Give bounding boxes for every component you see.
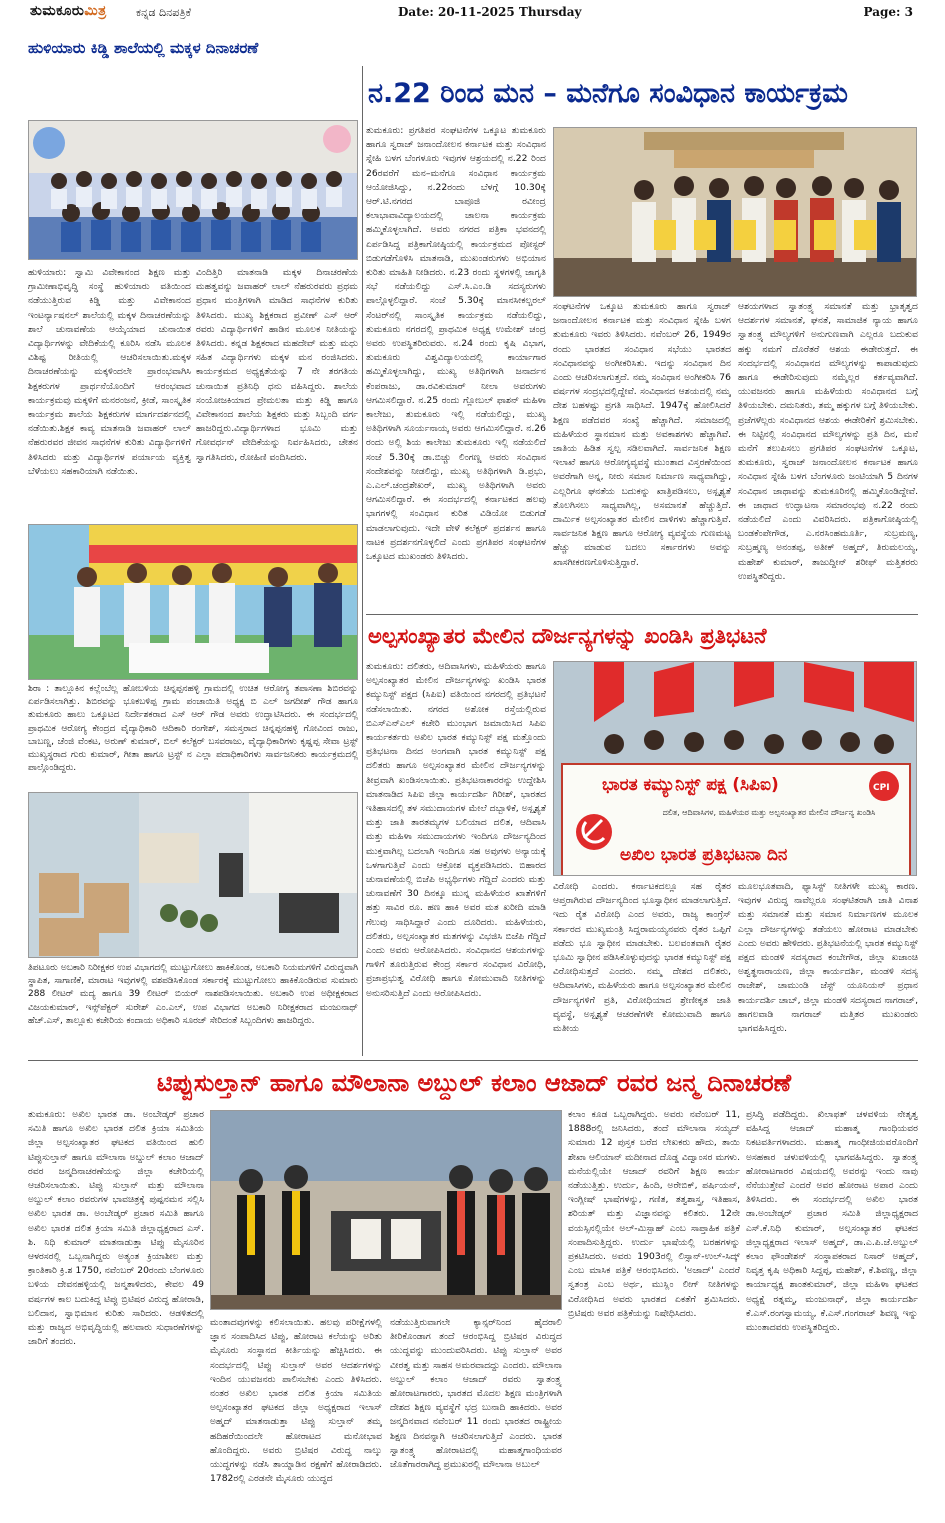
masthead xyxy=(0,0,945,28)
school-headline: ಹುಳಿಯಾರು ಕಿಡ್ಡಿ ಶಾಲೆಯಲ್ಲಿ ಮಕ್ಕಳ ದಿನಾಚರಣೆ xyxy=(28,39,259,57)
health-camp-photo-image xyxy=(29,525,358,680)
constitution-col3 xyxy=(738,300,918,612)
tippu-event-photo xyxy=(210,1110,562,1310)
page-number: Page: 3 xyxy=(863,5,913,19)
protest-photo xyxy=(553,661,917,876)
tippu-col3 xyxy=(390,1316,562,1518)
banner-subtitle: ದಲಿತ, ಆದಿವಾಸಿಗಳ, ಮಹಿಳೆಯರ ಮತ್ತು ಅಲ್ಪಸಂಖ್ಯಾತರ ಮೇಲಿನ ದೌರ್ಜನ್ಯ ಖಂಡಿಸಿ xyxy=(662,808,876,817)
press-meet-photo xyxy=(553,127,917,297)
constitution-text-1: ತುಮಕೂರು: ಪ್ರಗತಿಪರ ಸಂಘಟನೆಗಳ ಒಕ್ಕೂಟ ತುಮಕೂರು ಹಾಗೂ ಸ್ವರಾಜ್ ಜನಾಂದೋಲನ ಕರ್ನಾಟಕ ಮತ್ತು ಸಂವಿಧಾನ ಸ್ನೇಹಿ ಬಳಗ ಬೆಂಗಳೂರು ಇವುಗಳ ಆಶ್ರಯದಲ್ಲಿ ನ.22 ರಿಂದ 26ರವರೆಗೆ ಮನ–ಮನೆಗೂ ಸಂವಿಧಾನ ಕಾರ್ಯಕ್ರಮ ಆಯೋಜಿಸಿದ್ದು, ನ.22ರಂದು ಬೆಳಗ್ಗೆ 10.30ಕ್ಕೆ ಆರ್.ಟಿ.ನಗರದ ಬಾಪೂಜಿ ರವೀಂದ್ರ ಕಲಾಭಾವಾವಿದ್ಯಾಲಯದಲ್ಲಿ ಚಾಲನಾ ಕಾರ್ಯಕ್ರಮ ಹಮ್ಮಿಕೊಳ್ಳಲಾಗಿದೆ. ಅವರು ನಗರದ ಪತ್ರಿಕಾ ಭವನದಲ್ಲಿ ಏರ್ಪಡಿಸಿದ್ದ ಪತ್ರಿಕಾಗೋಷ್ಠಿಯಲ್ಲಿ ಕಾರ್ಯಕ್ರಮದ ಪೋಸ್ಟರ್ ಬಿಡುಗಡೆಗೊಳಿಸಿ ಮಾತನಾಡಿ, ಮುಖಂಡರುಗಳು ಅಭಿಯಾನ ಕುರಿತು ಮಾಹಿತಿ ನೀಡಿದರು. ನ.23 ರಂದು ಸ್ಥಳಗಳಲ್ಲಿ ಜಾಗೃತಿ ಸಭೆ ನಡೆಯಲಿದ್ದು ಎಸ್.ಸಿ.ಎಂ.ಡಿ ಸದಸ್ಯರುಗಳು ಪಾಲ್ಗೊಳ್ಳಲಿದ್ದಾರೆ. ಸಂಜೆ 5.30ಕ್ಕೆ ಮಾನಸೀಕಲ್ಚರಲ್ ಸೆಂಟರ್‌ನಲ್ಲಿ ಸಾಂಸ್ಕೃತಿಕ ಕಾರ್ಯಕ್ರಮ ನಡೆಯಲಿದ್ದು, ತುಮಕೂರು ನಗರದಲ್ಲಿ ಪ್ರಾಥಮಿಕ ಅಧ್ಯಕ್ಷ ಉಮೇಶ್ ಚಂದ್ರ ಅವರು ಉಪಸ್ಥಿತರಿರುವರು. ನ.24 ರಂದು ಕೃಷಿ ವಿಭಾಗ, ತುಮಕೂರು ವಿಶ್ವವಿದ್ಯಾಲಯದಲ್ಲಿ ಕಾರ್ಯಾಗಾರ ಹಮ್ಮಿಕೊಳ್ಳಲಾಗಿದ್ದು, ಮುಖ್ಯ ಅತಿಥಿಗಳಾಗಿ ಜನಾರ್ದನ ಕೆಂಪರಾಜು, ಡಾ.ರವಿಕುಮಾರ್ ನೀಲಾ ಅವರುಗಳು ಆಗಮಿಸಲಿದ್ದಾರೆ. ನ.25 ರಂದು ಗ್ಲೋಬಲ್ ಫಾಶನ್ ಮಹಿಳಾ ಕಾಲೇಜು, ತುಮಕೂರು ಇಲ್ಲಿ ನಡೆಯಲಿದ್ದು, ಮುಖ್ಯ ಅತಿಥಿಗಳಾಗಿ ಸೂರ್ಯನಾಯ್ಕ ಅವರು ಆಗಮಿಸಲಿದ್ದಾರೆ. ನ.26 ರಂದು ಅಲ್ಲಿ ಶಿಯ ಕಾಲೇಜು ತುಮಕೂರು ಇಲ್ಲಿ ನಡೆಯಲಿದೆ ಸಂಜೆ 5.30ಕ್ಕೆ ಡಾ.ಬಿಚ್ಚು ಲಿಂಗಣ್ಣ ಅವರು ಸಂವಿಧಾನ ಸಂದೇಶವನ್ನು ನೀಡಲಿದ್ದು, ಮುಖ್ಯ ಅತಿಥಿಗಳಾಗಿ ಡಿ.ಪ್ರಭು, ಎ.ಎಲ್.ಚಂದ್ರಶೇಖರ್, ಮುಖ್ಯ ಅತಿಥಿಗಳಾಗಿ ಅವರು ಆಗಮಿಸಲಿದ್ದಾರೆ. ಈ ಸಂದರ್ಭದಲ್ಲಿ ಕರ್ನಾಟಕದ ಹಲವು ಭಾಗಗಳಲ್ಲಿ ಸಂವಿಧಾನ ಕುರಿತ ವಿಡಿಯೋ ಬಿಡುಗಡೆ ಮಾಡಲಾಗುವುದು. ಇದೇ ವೇಳೆ ಕಲೆಕ್ಟರ್ ಪ್ರದರ್ಶನ ಹಾಗೂ ನಾಟಕ ಪ್ರದರ್ಶನಗೊಳ್ಳಲಿದೆ ಎಂದು ಪ್ರಗತಿಪರ ಸಂಘಟನೆಗಳ ಒಕ್ಕೂಟದ ಮುಖಂಡರು ತಿಳಿಸಿದರು. xyxy=(366,125,546,563)
health-camp-photo xyxy=(28,524,358,680)
newspaper-subtitle: ಕನ್ನಡ ದಿನಪತ್ರಿಕೆ xyxy=(136,6,192,19)
logo-main: ತುಮಕೂರು xyxy=(30,3,85,19)
column-rule-left xyxy=(362,66,363,1056)
protest-text-1: ತುಮಕೂರು: ದಲಿತರು, ಆದಿವಾಸಿಗಳು, ಮಹಿಳೆಯರು ಹಾಗೂ ಅಲ್ಪಸಂಖ್ಯಾತರ ಮೇಲಿನ ದೌರ್ಜನ್ಯಗಳನ್ನು ಖಂಡಿಸಿ ಭಾರತ ಕಮ್ಯುನಿಸ್ಟ್ ಪಕ್ಷದ (ಸಿಪಿಐ) ವತಿಯಿಂದ ನಗರದಲ್ಲಿ ಪ್ರತಿಭಟನೆ ನಡೆಸಲಾಯಿತು. ನಗರದ ಅಶೋಕ ರಸ್ತೆಯಲ್ಲಿರುವ ಬಿಎಸ್‌ಎನ್‌ಎಲ್ ಕಚೇರಿ ಮುಂಭಾಗ ಜಮಾಯಿಸಿದ ಸಿಪಿಐ ಕಾರ್ಯಕರ್ತರು ಅಖಿಲ ಭಾರತ ಕಮ್ಯುನಿಸ್ಟ್ ಪಕ್ಷ ಮತ್ತೊಂದು ಪ್ರತಿಭಟನಾ ದಿನದ ಅಂಗವಾಗಿ ಭಾರತ ಕಮ್ಯುನಿಸ್ಟ್ ಪಕ್ಷ ದಲಿತರು ಹಾಗೂ ಅಲ್ಪಸಂಖ್ಯಾತರ ಮೇಲಿನ ದೌರ್ಜನ್ಯಗಳನ್ನು ತೀವ್ರವಾಗಿ ಖಂಡಿಸಲಾಯಿತು. ಪ್ರತಿಭಟನಾಕಾರರನ್ನು ಉದ್ದೇಶಿಸಿ ಮಾತನಾಡಿದ ಸಿಪಿಐ ಜಿಲ್ಲಾ ಕಾರ್ಯದರ್ಶಿ ಗಿರೀಶ್, ಭಾರತದ ಇತಿಹಾಸದಲ್ಲಿ ತಳ ಸಮುದಾಯಗಳ ಮೇಲೆ ದಬ್ಬಾಳಿಕೆ, ಅಸ್ಪೃಶ್ಯತೆ ಮತ್ತು ಜಾತಿ ತಾರತಮ್ಯಗಳ ಬಲಿಯಾದ ದಲಿತ, ಆದಿವಾಸಿ ಮತ್ತು ಮಹಿಳಾ ಸಮುದಾಯಗಳು ಇಂದಿಗೂ ದೌರ್ಜನ್ಯದಿಂದ ಮುಕ್ತವಾಗಿಲ್ಲ ಬದಲಾಗಿ ಇಂದಿಗೂ ಸಹ ಅವುಗಳು ಅನ್ಯಾಯಕ್ಕೆ ಒಳಗಾಗುತ್ತಿವೆ ಎಂದು ಆಕ್ರೋಶ ವ್ಯಕ್ತಪಡಿಸಿದರು. ಬಿಹಾರದ ಚುನಾವಣೆಯಲ್ಲಿ ಬಿಜೆಪಿ ಅಭ್ಯರ್ಥಿಗಳು ಗೆದ್ದಿದೆ ಎಂದರು ಮತ್ತು ಚುನಾವಣೆಗೆ 30 ದಿನಕ್ಕೂ ಮುನ್ನ ಮಹಿಳೆಯರ ಖಾತೆಗಳಿಗೆ ಹತ್ತು ಸಾವಿರ ರೂ. ಹಣ ಹಾಕಿ ಅವರ ಮತ ಖರೀದಿ ಮಾಡಿ ಗೆಲುವು ಸಾಧಿಸಿದ್ದಾರೆ ಎಂದು ದೂರಿದರು. ಮಹಿಳೆಯರು, ದಲಿತರು, ಅಲ್ಪಸಂಖ್ಯಾತರ ಮತಗಳನ್ನು ವಿಭಜಿಸಿ ಬಿಜೆಪಿ ಗೆದ್ದಿದೆ ಎಂದು ಅವರು ಆರೋಪಿಸಿದರು. ಸಂವಿಧಾನದ ಆಶಯಗಳನ್ನು ಗಾಳಿಗೆ ತೂರುತ್ತಿರುವ ಕೇಂದ್ರ ಸರ್ಕಾರ ಸಂವಿಧಾನ ವಿರೋಧಿ, ಪ್ರಜಾಪ್ರಭುತ್ವ ವಿರೋಧಿ ಹಾಗೂ ಕೋಮುವಾದಿ ನೀತಿಗಳನ್ನು ಅನುಸರಿಸುತ್ತಿದೆ ಎಂದು ಆರೋಪಿಸಿದರು. xyxy=(366,661,546,999)
hammer-sickle-icon xyxy=(576,814,612,850)
logo-accent: ಮಿತ್ರ xyxy=(84,3,107,19)
protest-col1 xyxy=(366,660,546,1056)
children-photo-image xyxy=(29,121,358,260)
school-text-1: ಹುಳಿಯಾರು: ಸ್ವಾಮಿ ವಿವೇಕಾನಂದ ಶಿಕ್ಷಣ ಮತ್ತು ಗ್ರಾಮೀಣಾಭಿವೃದ್ಧಿ ಸಂಸ್ಥೆ ಹುಳಿಯಾರು ವತಿಯಿಂದ ನಡೆಯುತ್ತಿರುವ ಕಿಡ್ಡಿ ಮತ್ತು ವಿವೇಕಾನಂದ ಇಂಟರ್ನ್ಯಾಷನಲ್ ಶಾಲೆಯಲ್ಲಿ ಮಕ್ಕಳ ದಿನಾಚರಣೆಯನ್ನು ಶಾಲೆ ಚುನಾವಣೆಯ ಆಯ್ಕೆಯಾದ ಚುನಾಯಿತ ವಿದ್ಯಾರ್ಥಿಗಳನ್ನು ವೇದಿಕೆಯಲ್ಲಿ ಕೂರಿಸಿ ನಡೆಸಿ ಮೂಲಕ ವಿಶಿಷ್ಟ ರೀತಿಯಲ್ಲಿ ಆಚರಿಸಲಾಯಿತು.ಮಕ್ಕಳ ದಿನಾಚರಣೆಯನ್ನು ಮಕ್ಕಳಿಂದಲೇ ಪ್ರಾರಂಭವಾಗಿಸಿ ಶಿಕ್ಷಕರುಗಳ ಪ್ರಾರ್ಥನೆಯೊಂದಿಗೆ ಆರಂಭವಾದ ಕಾರ್ಯಕ್ರಮವು ಮಕ್ಕಳಿಗೆ ಮನರಂಜನೆ, ಕ್ರೀಡೆ, ಸಾಂಸ್ಕೃತಿಕ ಕಾರ್ಯಕ್ರಮ ಶಾಲೆಯ ಶಿಕ್ಷಕರುಗಳ ಮಾರ್ಗದರ್ಶನದಲ್ಲಿ ನಡೆಯಿತು.ಶಿಕ್ಷಕ ಕಾವ್ಯ ಮಾತನಾಡಿ ಜವಾಹರ್ ಲಾಲ್ ನೆಹರುರವರ ಜೀವನ ಸಾಧನೆಗಳ ಕುರಿತು ವಿದ್ಯಾರ್ಥಿಗಳಿಗೆ ತಿಳಿಸಿದರು ಮತ್ತು ವಿದ್ಯಾರ್ಥಿಗಳ ಪರ್ಯಾಯ ವ್ಯಕ್ತಿತ್ವ ಬೆಳೆಯಲು ಸಹಕಾರಿಯಾಗಿ ನಡೆಯಿತು. xyxy=(28,267,191,477)
constitution-text-2: ಸಂಘಟನೆಗಳ ಒಕ್ಕೂಟ ತುಮಕೂರು ಹಾಗೂ ಸ್ವರಾಜ್ ಜನಾಂದೋಲನ ಕರ್ನಾಟಕ ಮತ್ತು ಸಂವಿಧಾನ ಸ್ನೇಹಿ ಬಳಗ ತುಮಕೂರು ಇವರು ತಿಳಿಸಿದರು. ನವೆಂಬರ್ 26, 1949ರ ರಂದು ಭಾರತದ ಸಂವಿಧಾನ ಸಭೆಯು ಭಾರತದ ಸಂವಿಧಾನವನ್ನು ಅಂಗೀಕರಿಸಿತು. ಇದನ್ನು ಸಂವಿಧಾನ ದಿನ ಎಂದು ಆಚರಿಸಲಾಗುತ್ತದೆ. ನಮ್ಮ ಸಂವಿಧಾನ ಅಂಗೀಕರಿಸಿ 76 ವರ್ಷಗಳ ಸಂದ್ರಭದಲ್ಲಿದ್ದೇವೆ. ಸಂವಿಧಾನದ ಆಶಯದಲ್ಲಿ ನಮ್ಮ ದೇಶ ಬಹಳಷ್ಟು ಪ್ರಗತಿ ಸಾಧಿಸಿದೆ. 1947ಕ್ಕೆ ಹೋಲಿಸಿದರೆ ಶಿಕ್ಷಣ ಪಡೆದವರ ಸಂಖ್ಯೆ ಹೆಚ್ಚಾಗಿದೆ. ಸಮಾಜದಲ್ಲಿ ಮಹಿಳೆಯರ ಸ್ಥಾನಮಾನ ಮತ್ತು ಅವಕಾಶಗಳು ಹೆಚ್ಚಾಗಿವೆ. ಜಾತಿಯ ಹಿಡಿತ ಸ್ವಲ್ಪ ಸಡಿಲವಾಗಿದೆ. ಸಾರ್ವಜನಿಕ ಶಿಕ್ಷಣ ಇಲಾಖೆ ಹಾಗೂ ಆರೋಗ್ಯವ್ಯವಸ್ಥೆ ಮುಂತಾದ ವಿಸ್ತರಣೆಯಿಂದ ಅವರೆಗಾಗಿ ಅನ್ನ, ನೀರು ಸಮಾನ ನಿರ್ಮಾಣ ಸಾಧ್ಯವಾಗಿದ್ದು, ಎಲ್ಲರಿಗೂ ಘನತೆಯ ಬದುಕನ್ನು ಖಾತ್ರಿಪಡಿಸಲು, ಅಸ್ಪೃಶ್ಯತೆ ತೊಲಗಿಸಲು ಸಾಧ್ಯವಾಗಿಲ್ಲ, ಅಸಮಾನತೆ ಹೆಚ್ಚುತ್ತಿದೆ. ದಾರ್ಮಿಕ ಅಲ್ಪಸಂಖ್ಯಾತರ ಮೇಲಿನ ದಾಳಿಗಳು ಹೆಚ್ಚಾಗುತ್ತಿವೆ. ಸಾರ್ವಜನಿಕ ಶಿಕ್ಷಣ ಹಾಗೂ ಆರೋಗ್ಯ ವ್ಯವಸ್ಥೆಯ ಗುಣಮಟ್ಟ ಹೆಚ್ಚು ಮಾಡುವ ಬದಲು ಸರ್ಕಾರಗಳು ಅವನ್ನು ಖಾಸಗೀಕರಣಗೊಳಿಸುತ್ತಿದ್ದಾರೆ. xyxy=(553,301,731,568)
constitution-text-3: ಆಶಯಗಳಾದ ಸ್ವಾತಂತ್ರ್ಯ ಸಮಾನತೆ ಮತ್ತು ಭ್ರಾತೃತ್ವದ ಆದರ್ಶಗಳ ಸಮಾನತೆ, ಘನತೆ, ಸಾಮಾಜಿಕ ನ್ಯಾಯ ಹಾಗೂ ಸ್ವಾತಂತ್ರ್ಯ ಮೌಲ್ಯಗಳಿಗೆ ಅನುಗುಣವಾಗಿ ಎಲ್ಲರೂ ಬದುಕುವ ಹಕ್ಕು ನಮಗೆ ದೊರೆತರೆ ಆಶಯ ಈಡೇರುತ್ತದೆ. ಈ ಸಂದರ್ಭದಲ್ಲಿ ಸಂವಿಧಾನದ ಮೌಲ್ಯಗಳನ್ನು ಕಾಪಾಡುವುದು ಹಾಗೂ ಈಡೇರಿಸುವುದು ನಮ್ಮೆಲ್ಲರ ಕರ್ತವ್ಯವಾಗಿದೆ. ಯುವಜನರು ಹಾಗೂ ಮಹಿಳೆಯರು ಸಂವಿಧಾನದ ಬಗ್ಗೆ ತಿಳಿಯಬೇಕು. ದಮನಿತರು, ತಮ್ಮ ಹಕ್ಕುಗಳ ಬಗ್ಗೆ ತಿಳಿಯಬೇಕು. ಪ್ರಜೆಗಳೆಲ್ಲರು ಸಂವಿಧಾನದ ಆಶಯ ಈಡೇರಿಕೆಗೆ ಶ್ರಮಿಸಬೇಕು. ಈ ನಿಟ್ಟಿನಲ್ಲಿ ಸಂವಿಧಾನದ ಮೌಲ್ಯಗಳನ್ನು ಪ್ರತಿ ದಿನ, ಮನೆ ಮನೆಗೆ ತಲುಪಿಸಲು ಪ್ರಗತಿಪರ ಸಂಘಟನೆಗಳ ಒಕ್ಕೂಟ, ತುಮಕೂರು, ಸ್ವರಾಜ್ ಜನಾಂದೋಲನ ಕರ್ನಾಟಕ ಹಾಗೂ ಸಂವಿಧಾನ ಸ್ನೇಹಿ ಬಳಗ ಬೆಂಗಳೂರು ಜಂಟಿಯಾಗಿ 5 ದಿನಗಳ ಸಂವಿಧಾನ ಜಾಥಾವನ್ನು ತುಮಕೂರಿನಲ್ಲಿ ಹಮ್ಮಿಕೊಂಡಿದ್ದೇವೆ. ಈ ಜಾಥಾದ ಉದ್ಘಾಟನಾ ಸಮಾರಂಭವು ನ.22 ರಂದು ನಡೆಯಲಿದೆ ಎಂದು ವಿವರಿಸಿದರು. ಪತ್ರಿಕಾಗೋಷ್ಠಿಯಲ್ಲಿ ಬಂಡಕೆಂಪೇಗೌಡ, ಎ.ನರಸಿಂಹಮೂರ್ತಿ, ಸುಬ್ರಮಣ್ಯ, ಸುಬ್ರಹ್ಮಣ್ಯ ಅನಂತಪ್ಪ, ಅತೀಕ್ ಅಹ್ಮದ್, ತಿರುಮಲಯ್ಯ, ಮಹೇಶ್ ಕುಮಾರ್, ತಾಜುದ್ದೀನ್ ಶರೀಫ್ ಮತ್ತಿತರರು ಉಪಸ್ಥಿತರಿದ್ದರು. xyxy=(738,301,918,582)
protest-col2 xyxy=(553,880,731,1056)
protest-headline: ಅಲ್ಪಸಂಖ್ಯಾತರ ಮೇಲಿನ ದೌರ್ಜನ್ಯಗಳನ್ನು ಖಂಡಿಸಿ ಪ್ರತಿಭಟನೆ xyxy=(368,624,767,648)
tippu-text-3: ನಡೆಯುತ್ತಿರುವಾಗಲೇ ಕ್ಯಾನ್ಸರ್‌ನಿಂದ ಹೈದರಾಲಿ ತೀರಿಕೊಂಡಾಗ ತಂದೆ ಆರಂಭಿಸಿದ್ದ ಬ್ರಿಟಿಷರ ವಿರುದ್ಧದ ಯುದ್ಧವನ್ನು ಮುಂದುವರಿಸಿದರು. ಟಿಪ್ಪು ಸುಲ್ತಾನ್ ಅವರ ವೀರತ್ವ ಮತ್ತು ಸಾಹಸ ಅಮರವಾದದ್ದು ಎಂದರು. ಮೌಲಾನಾ ಅಬ್ದುಲ್ ಕಲಾಂ ಆಜಾದ್ ರವರು ಸ್ವಾತಂತ್ರ್ಯ ಹೋರಾಟಗಾರರು, ಭಾರತದ ಮೊದಲ ಶಿಕ್ಷಣ ಮಂತ್ರಿಗಳಾಗಿ ದೇಶದ ಶಿಕ್ಷಣ ವ್ಯವಸ್ಥೆಗೆ ಭದ್ರ ಬುನಾದಿ ಹಾಕಿದರು. ಅವರ ಜನ್ಮದಿನವಾದ ನವೆಂಬರ್ 11 ರಂದು ಭಾರತದ ರಾಷ್ಟ್ರೀಯ ಶಿಕ್ಷಣ ದಿನವನ್ನಾಗಿ ಆಚರಿಸಲಾಗುತ್ತಿದೆ ಎಂದರು. ಭಾರತ ಸ್ವಾತಂತ್ರ್ಯ ಹೋರಾಟದಲ್ಲಿ ಮಹಾತ್ಮಗಾಂಧಿಯವರ ಜೊತೆಗಾರರಾಗಿದ್ದ ಪ್ರಮುಖರಲ್ಲಿ ಮೌಲಾನಾ ಅಬುಲ್ xyxy=(390,1317,562,1471)
tippu-col1 xyxy=(28,1108,204,1518)
protest-text-3: ಮೂಲಭೂತವಾದಿ, ಫ್ಯಾಸಿಸ್ಟ್ ನೀತಿಗಳೇ ಮುಖ್ಯ ಕಾರಣ. ಇವುಗಳ ವಿರುದ್ಧ ನಾವೆಲ್ಲರೂ ಸಂಘಟಿತರಾಗಿ ಜಾತಿ ವಿನಾಶ ಮತ್ತು ಸಮಾನತೆ ಮತ್ತು ಸಮಾನ ನಿರ್ಮಾಣಗಳ ಮೂಲಕ ಎಲ್ಲಾ ದೌರ್ಜನ್ಯಗಳನ್ನು ತಡೆಯಲು ಹೋರಾಟ ಮಾಡಬೇಕು ಎಂದು ಅವರು ಹೇಳಿದರು. ಪ್ರತಿಭಟನೆಯಲ್ಲಿ ಭಾರತ ಕಮ್ಯುನಿಸ್ಟ್ ಪಕ್ಷದ ಮಂಡಳಿ ಸದಸ್ಯರಾದ ಕಂಬೇಗೌಡ, ಜಿಲ್ಲಾ ಖಜಾಂಚಿ ಅಶ್ವತ್ಥನಾರಾಯಣ, ಜಿಲ್ಲಾ ಕಾರ್ಯದರ್ಶಿ, ಮಂಡಳಿ ಸದಸ್ಯ ರಾಜೇಶ್, ಚಾಮುಂಡಿ ಜೆಸ್ಟ್ ಯೂನಿಯನ್ ಪ್ರಧಾನ ಕಾರ್ಯದರ್ಶಿ ಚಾಬ್, ಜಿಲ್ಲಾ ಮಂಡಳಿ ಸದಸ್ಯರಾದ ನಾಗರಾಜ್, ಹಾಗಲವಾಡಿ ನಾಗರಾಜ್ ಮತ್ತಿತರ ಮುಖಂಡರು ಭಾಗವಹಿಸಿದ್ದರು. xyxy=(738,881,918,1035)
rule-above-tippu xyxy=(28,1060,918,1061)
tippu-col5 xyxy=(746,1108,918,1518)
excise-caption: ತಿಪಟೂರು ಅಬಕಾರಿ ನಿರೀಕ್ಷಕರ ಉಪ ವಿಭಾಗದಲ್ಲಿ ಮುಟ್ಟುಗೋಲು ಹಾಕಿಕೊಂಡ, ಅಬಕಾರಿ ನಿಯಮಗಳಿಗೆ ವಿರುದ್ಧವಾಗಿ ಸ್ಥಾಪಿತ, ಸಾಗಾಣಿಕೆ, ಮಾರಾಟ ಇವುಗಳಲ್ಲಿ ವಶಪಡಿಸಿಕೊಂಡ ಸರ್ಕಾರಕ್ಕೆ ಮುಟ್ಟುಗೋಲು ಹಾಕಿಕೊಂಡಿರುವ ಸುಮಾರು 288 ಲೀಟರ್ ಮದ್ಯ ಹಾಗೂ 39 ಲೀಟರ್ ಬಿಯರ್ ನಾಶಪಡಿಸಲಾಯಿತು. ಅಬಕಾರಿ ಉಪ ಅಧೀಕ್ಷಕರಾದ ವಿಜಯಕುಮಾರ್, ಇನ್ಸ್‌ಪೆಕ್ಟರ್ ಸುರೇಶ್ ಎಂ.ಎಲ್, ಉಪ ವಿಭಾಗದ ಅಬಕಾರಿ ನಿರೀಕ್ಷಕರಾದ ಮಂಜುನಾಥ್ ಹೆಚ್.ಎಸ್, ತಾಲ್ಲೂಕು ಕಚೇರಿಯ ಕಂದಾಯ ಅಧಿಕಾರಿ ಸೂರಜ್ ಸೇರಿದಂತೆ ಸಿಬ್ಬಂದಿಗಳು ಹಾಜರಿದ್ದರು. xyxy=(28,963,358,1026)
tippu-event-photo-image xyxy=(211,1111,562,1310)
banner-logo-text: CPI xyxy=(873,783,890,793)
excise-photo-image xyxy=(29,793,358,958)
health-camp-caption: ಶಿರಾ : ತಾಲ್ಲೂಕಿನ ಕಲ್ಲೆಂಬೆಲ್ಲ ಹೋಬಳಿಯ ಚಿನ್ನಪ್ಪನಹಳ್ಳಿ ಗ್ರಾಮದಲ್ಲಿ ಉಚಿತ ಆರೋಗ್ಯ ತಪಾಸಣಾ ಶಿಬಿರವನ್ನು ಏರ್ಪಡಿಸಲಾಗಿತ್ತು. ಶಿಬಿರವನ್ನು ಭೂಕಬಳಿಪ್ಪ ಗ್ರಾಮ ಪಂಚಾಯಿತಿ ಅಧ್ಯಕ್ಷ ಬಿ ಎಲ್ ಜಗದೀಶ್ ಗೌಡ ಹಾಗೂ ತುಮಕೂರು ಹಾಲು ಒಕ್ಕೂಟದ ನಿರ್ದೇಶಕರಾದ ಎಸ್ ಆರ್ ಗೌಡ ಅವರು ಉದ್ಘಾಟಿಸಿದರು. ಈ ಸಂದರ್ಭದಲ್ಲಿ ಪ್ರಾಥಮಿಕ ಆರೋಗ್ಯ ಕೇಂದ್ರದ ವೈದ್ಯಾಧಿಕಾರಿ ಆದಿಕಾರಿ ರಂಗೇಶ್, ಸಮಸ್ತರಾದ ಚಿನ್ನಪ್ಪನಹಳ್ಳಿ ಗೋವಿಂದ ರಾಜು, ಬಾಬಣ್ಣ, ಚೆಂಜಿ ವೆಂಕಟ, ಅರುಣ್ ಕುಮಾರ್, ಬಿಲ್ ಕಲೆಕ್ಟರ್ ಬಸವರಾಜು, ವೈದ್ಯಾಧಿಕಾರಿಗಳು ಕೃಷ್ಣಪ್ಪ ಸೇವಾ ಟ್ರಸ್ಟ್ ಮುಖ್ಯಸ್ಥರಾದ ಗುರು ಕುಮಾರ್, ಗೀತಾ ಹಾಗೂ ಟ್ರಸ್ಟ್ ನ ಎಲ್ಲಾ ಪದಾಧಿಕಾರಿಗಳು ಸಾರ್ವಜನಿಕರು ಕಾರ್ಯಕ್ರಮದಲ್ಲಿ ಪಾಲ್ಗೊಂಡಿದ್ದರು. xyxy=(28,684,358,774)
banner-title: ಭಾರತ ಕಮ್ಯುನಿಸ್ಟ್ ಪಕ್ಷ (ಸಿಪಿಐ) xyxy=(602,775,779,795)
children-photo xyxy=(28,120,358,260)
school-text-2: ವಿಂದಿತ್ತಿರಿ ಮಾತನಾಡಿ ಮಕ್ಕಳ ದಿನಾಚರಣೆಯ ಮಹತ್ವವನ್ನು ಜವಾಹರ್ ಲಾಲ್ ನೆಹರುರವರು ಪ್ರಥಮ ಪ್ರಧಾನ ಮಂತ್ರಿಗಳಾಗಿ ಮಾಡಿದ ಸಾಧನೆಗಳ ಕುರಿತು ತಿಳಿಸಿದರು. ಮುಖ್ಯ ಶಿಕ್ಷಕರಾದ ಪ್ರವೀಣ್ ಎಸ್ ಆರ್ ರವರು ವಿದ್ಯಾರ್ಥಿಗಳಿಗೆ ಹಾಡಿನ ಮೂಲಕ ನೀತಿಯನ್ನು ತಿಳಿಸಿದರು. ಕನ್ನಡ ಶಿಕ್ಷಕರಾದ ಮಹದೇವ್ ಮತ್ತು ಮಧು ಸಹಿತ ವಿದ್ಯಾರ್ಥಿಗಳು ಮಕ್ಕಳ ಮನ ರಂಜಿಸಿದರು. ಕಾರ್ಯಕ್ರಮದ ಅಧ್ಯಕ್ಷತೆಯನ್ನು 7 ನೇ ತರಗತಿಯ ಚುನಾಯಿತ ಪ್ರತಿನಿಧಿ ಧನು ವಹಿಸಿದ್ದರು. ಶಾಲೆಯ ಸಂಯೋಜಕಿಯಾದ ಪ್ರೇಮಲತಾ ಮತ್ತು ಕಿಡ್ಡಿ ಹಾಗೂ ವಿವೇಕಾನಂದ ಶಾಲೆಯ ಶಿಕ್ಷಕರು ಮತ್ತು ಸಿಬ್ಬಂದಿ ವರ್ಗ ಹಾಜರಿದ್ದರು.ವಿದ್ಯಾರ್ಥಿಗಳಾದ ಭೂಮಿ ಮತ್ತು ಗೋವರ್ಧನ್ ವೇದಿಕೆಯನ್ನು ನಿರ್ವಹಿಸಿದರು, ಚೇತನ ಸ್ವಾಗತಿಸಿದರು, ರೋಹಿಣಿ ವಂದಿಸಿದರು. xyxy=(196,267,358,463)
tippu-col4 xyxy=(568,1108,740,1518)
tippu-text-2: ಮಂತಾದವುಗಳನ್ನು ಕಲಿಸಲಾಯಿತು. ಹಲವು ಪರೀಕ್ಷೆಗಳಲ್ಲಿ ಜ್ಞಾನ ಸಂಪಾದಿಸಿದ ಟಿಪ್ಪು, ಹೋರಾಟ ಕಲೆಯನ್ನು ಅರಿತು ಮೈಸೂರು ಸಂಸ್ಥಾನದ ಕೀರ್ತಿಯನ್ನು ಹೆಚ್ಚಿಸಿದರು. ಈ ಸಂದರ್ಭದಲ್ಲಿ ಟಿಪ್ಪು ಸುಲ್ತಾನ್ ಅವರ ಆದರ್ಶಗಳನ್ನು ಇಂದಿನ ಯುವಜನರು ಪಾಲಿಸಬೇಕು ಎಂದು ತಿಳಿಸಿದರು. ನಂತರ ಅಖಿಲ ಭಾರತ ದಲಿತ ಕ್ರಿಯಾ ಸಮಿತಿಯ ಅಲ್ಪಸಂಖ್ಯಾತರ ಘಟಕದ ಜಿಲ್ಲಾ ಅಧ್ಯಕ್ಷರಾದ ಇಲಾಸ್ ಅಹ್ಮದ್ ಮಾತನಾಡುತ್ತಾ ಟಿಪ್ಪು ಸುಲ್ತಾನ್ ತಮ್ಮ ಹದಿಹರೆಯಿಂದಲೇ ಹೋರಾಟದ ಮನೋಭಾವ ಹೊಂದಿದ್ದರು. ಅವರು ಬ್ರಿಟಿಷರ ವಿರುದ್ಧ ನಾಲ್ಕು ಯುದ್ಧಗಳನ್ನು ನಡೆಸಿ ತಾಯ್ನಾಡಿನ ರಕ್ಷಣೆಗೆ ಹೋರಾಡಿದರು. 1782ರಲ್ಲಿ ಎರಡನೇ ಮೈಸೂರು ಯುದ್ಧದ xyxy=(210,1317,382,1485)
banner-footer: ಅಖಿಲ ಭಾರತ ಪ್ರತಿಭಟನಾ ದಿನ xyxy=(620,845,788,865)
protest-text-2: ವಿರೋಧಿ ಎಂದರು. ಕರ್ನಾಟಕದಲ್ಲೂ ಸಹ ರೈತರ ಆಪ್ತರಾಗಿರುವ ದೌರ್ಜನ್ಯದಿಂದ ಭೂಸ್ವಾಧೀನ ಮಾಡಲಾಗುತ್ತಿದೆ. ಇದು ರೈತ ವಿರೋಧಿ ಎಂದ ಅವರು, ರಾಜ್ಯ ಕಾಂಗ್ರೆಸ್ ಸರ್ಕಾರದ ಮುಖ್ಯಮಂತ್ರಿ ಸಿದ್ದರಾಮಯ್ಯನವರು ರೈತರ ಒಪ್ಪಿಗೆ ಪಡೆದು ಭೂ ಸ್ವಾಧೀನ ಮಾಡಬೇಕು. ಬಲವಂತವಾಗಿ ರೈತರ ಭೂಮಿ ಸ್ವಾಧೀನ ಪಡಿಸಿಕೊಳ್ಳುವುದನ್ನು ಭಾರತ ಕಮ್ಯುನಿಸ್ಟ್ ಪಕ್ಷ ವಿರೋಧಿಸುತ್ತದೆ ಎಂದರು. ನಮ್ಮ ದೇಶದ ದಲಿತರು, ಆದಿವಾಸಿಗಳು, ಮಹಿಳೆಯರು ಹಾಗೂ ಅಲ್ಪಸಂಖ್ಯಾತರ ಮೇಲಿನ ದೌರ್ಜನ್ಯಗಳಿಗೆ ಪ್ರತಿ, ವಿರೋಧಿಯಾದ ಶ್ರೇಣೀಕೃತ ಜಾತಿ ವ್ಯವಸ್ಥೆ, ಅಸ್ಪೃಶ್ಯತೆ ಆಚರಣೆಗಳೇ ಕೋಮುವಾದಿ ಹಾಗೂ ಮತೀಯ xyxy=(553,881,731,1035)
constitution-headline: ನ.22 ರಿಂದ ಮನ – ಮನೆಗೂ ಸಂವಿಧಾನ ಕಾರ್ಯಕ್ರಮ xyxy=(368,78,848,109)
issue-date: Date: 20-11-2025 Thursday xyxy=(398,5,582,19)
tippu-text-1: ತುಮಕೂರು: ಅಖಿಲ ಭಾರತ ಡಾ. ಅಂಬೇಡ್ಕರ್ ಪ್ರಚಾರ ಸಮಿತಿ ಹಾಗೂ ಅಖಿಲ ಭಾರತ ದಲಿತ ಕ್ರಿಯಾ ಸಮಿತಿಯ ಜಿಲ್ಲಾ ಅಲ್ಪಸಂಖ್ಯಾತರ ಘಟಕದ ವತಿಯಿಂದ ಹುಲಿ ಟಿಪ್ಪುಸುಲ್ತಾನ್ ಹಾಗೂ ಮೌಲಾನಾ ಅಬ್ದುಲ್ ಕಲಾಂ ಆಜಾದ್ ರವರ ಜನ್ಮದಿನಾಚರಣೆಯನ್ನು ಜಿಲ್ಲಾ ಕಚೇರಿಯಲ್ಲಿ ಆಚರಿಸಲಾಯಿತು. ಟಿಪ್ಪು ಸುಲ್ತಾನ್ ಮತ್ತು ಮೌಲಾನಾ ಅಬ್ದುಲ್ ಕಲಾಂ ರವರುಗಳ ಭಾವಚಿತ್ರಕ್ಕೆ ಪುಷ್ಪನಮನ ಸಲ್ಲಿಸಿ ಅಖಿಲ ಭಾರತ ಡಾ. ಅಂಬೇಡ್ಕರ್ ಪ್ರಚಾರ ಸಮಿತಿ ಹಾಗೂ ಅಖಿಲ ಭಾರತ ದಲಿತ ಕ್ರಿಯಾ ಸಮಿತಿ ಜಿಲ್ಲಾಧ್ಯಕ್ಷರಾದ ಎಸ್. ಶಿ. ನಿಧಿ ಕುಮಾರ್ ಮಾತನಾಡುತ್ತಾ ಟಿಪ್ಪು ಮೈಸೂರಿನ ಆಳರಸರಲ್ಲಿ ಒಬ್ಬನಾಗಿದ್ದರು ಅತ್ಯಂತ ಕ್ರಿಯಾಶೀಲ ಮತ್ತು ಕ್ರಾಂತಿಕಾರಿ ಕ್ರಿ.ಶ 1750, ನವೆಂಬರ್ 20ರಂದು ಬೆಂಗಳೂರು ಬಳಿಯ ದೇವನಹಳ್ಳಿಯಲ್ಲಿ ಜನ್ಮತಾಳಿದರು, ಕೇವಲ 49 ವರ್ಷಗಳ ಕಾಲ ಬದುಕಿದ್ದ ಟಿಪ್ಪು ಬ್ರಿಟಿಷರ ವಿರುದ್ಧ ಹೋರಾಡಿ, ಬಲಿದಾನ, ಸ್ವಾಭಿಮಾನ ಕುರಿತು ಸಾರಿದರು. ಆಡಳಿತದಲ್ಲಿ ಮತ್ತು ರಾಜ್ಯದ ಅಭಿವೃದ್ಧಿಯಲ್ಲಿ ಹಲವಾರು ಸುಧಾರಣೆಗಳನ್ನು ಜಾರಿಗೆ ತಂದರು. xyxy=(28,1109,204,1348)
excise-photo xyxy=(28,792,358,958)
press-meet-photo-image xyxy=(554,128,917,297)
protest-photo-image xyxy=(554,662,917,876)
school-article-col1 xyxy=(28,266,191,518)
school-article-col2 xyxy=(196,266,358,518)
tippu-col2 xyxy=(210,1316,382,1518)
rule-under-constitution xyxy=(366,614,918,615)
tippu-headline: ಟಿಪ್ಪುಸುಲ್ತಾನ್ ಹಾಗೂ ಮೌಲಾನಾ ಅಬ್ದುಲ್ ಕಲಾಂ ಆಜಾದ್ ರವರ ಜನ್ಮ ದಿನಾಚರಣೆ xyxy=(156,1069,792,1097)
constitution-col2 xyxy=(553,300,731,612)
constitution-col1 xyxy=(366,124,546,612)
tippu-text-5: ಪ್ರಸಿದ್ಧಿ ಪಡೆದಿದ್ದರು. ಖಿಲಾಫತ್ ಚಳವಳಿಯ ನೇತೃತ್ವ ವಹಿಸಿದ್ದ ಆಜಾದ್ ಮಹಾತ್ಮ ಗಾಂಧಿಯವರ ನಿಕಟವರ್ತಿಗಳಾದರು. ಮಹಾತ್ಮ ಗಾಂಧೀಜಿಯವರೊಂದಿಗೆ ಅಸಹಕಾರ ಚಳುವಳಿಯಲ್ಲಿ ಭಾಗವಹಿಸಿದ್ದರು. ಸ್ವಾತಂತ್ರ್ಯ ಹೋರಾಟಗಾರರ ವಿಷಯದಲ್ಲಿ ಅವರನ್ನು ಇಂದು ನಾವು ನೆನೆಯುತ್ತೇವೆ ಎಂದರೆ ಅವರ ಹೋರಾಟ ಅಪಾರ ಎಂದು ತಿಳಿಸಿದರು. ಈ ಸಂದರ್ಭದಲ್ಲಿ ಅಖಿಲ ಭಾರತ ಡಾ.ಅಂಬೇಡ್ಕರ್ ಪ್ರಚಾರ ಸಮಿತಿ ಜಿಲ್ಲಾಧ್ಯಕ್ಷರಾದ ಎಸ್.ಕೆ.ನಿಧಿ ಕುಮಾರ್, ಅಲ್ಪಸಂಖ್ಯಾತರ ಘಟಕದ ಜಿಲ್ಲಾಧ್ಯಕ್ಷರಾದ ಇಲಾಸ್ ಅಹ್ಮದ್, ಡಾ.ಎ.ಪಿ.ಜೆ.ಅಬ್ದುಲ್ ಕಲಾಂ ಫೌಂಡೇಶನ್ ಸಂಸ್ಥಾಪಕರಾದ ನಿಸಾರ್ ಅಹ್ಮದ್, ನಿವೃತ್ತ ಕೃಷಿ ಅಧಿಕಾರಿ ಸಿದ್ದಪ್ಪ, ಮಹೇಶ್, ಕೆ.ಶಿವಣ್ಣ, ಜಿಲ್ಲಾ ಕಾರ್ಯಾಧ್ಯಕ್ಷ ಶಾಂತಕುಮಾರ್, ಜಿಲ್ಲಾ ಮಹಿಳಾ ಘಟಕದ ಅಧ್ಯಕ್ಷೆ ರತ್ನಮ್ಮ, ಮಂಜುನಾಥ್, ಜಿಲ್ಲಾ ಕಾರ್ಯದರ್ಶಿ ಕೆ.ಎಸ್.ರಂಗಸ್ವಾಮಯ್ಯ, ಕೆ.ಎಸ್.ಗಂಗರಾಜ್ ಶಿವಣ್ಣ ಇನ್ನು ಮುಂತಾದವರು ಉಪಸ್ಥಿತರಿದ್ದರು. xyxy=(746,1109,918,1334)
protest-col3 xyxy=(738,880,918,1056)
tippu-text-4: ಕಲಾಂ ಕೂಡ ಒಬ್ಬರಾಗಿದ್ದರು. ಅವರು ನವೆಂಬರ್ 11, 1888ರಲ್ಲಿ ಜನಿಸಿದರು, ತಂದೆ ಮೌಲಾನಾ ಸಯ್ಯದ್ ಸುಮಾರು 12 ಪುಸ್ತಕ ಬರೆದ ಲೇಖಕರು ಹೌದು, ತಾಯಿ ಶೇಖಾ ಆಲಿಯಾನ್ ಮದೀನಾದ ದೊಡ್ಡ ವಿದ್ವಾಂಸರ ಮಗಳು. ಮನೆಯಲ್ಲಿಯೇ ಆಜಾದ್ ರವರಿಗೆ ಶಿಕ್ಷಣ ಕಾರ್ಯ ನಡೆಯುತ್ತಿತ್ತು. ಉರ್ದು, ಹಿಂದಿ, ಅರೇಬಿಕ್, ಪರ್ಷಿಯನ್, ಇಂಗ್ಲೀಷ್ ಭಾಷೆಗಳನ್ನು, ಗಣಿತ, ತತ್ವಶಾಸ್ತ್ರ, ಇತಿಹಾಸ, ಶರಿಯತ್‌ ಮತ್ತು ವಿಜ್ಞಾನವನ್ನು ಕಲಿತರು. 12ನೇ ವಯಸ್ಸಿನಲ್ಲಿಯೇ ಅಲ್-ಮಿಸ್ಬಾಹ್ ಎಂಬ ಸಾಪ್ತಾಹಿಕ ಪತ್ರಿಕೆ ಸಂಪಾದಿಸುತ್ತಿದ್ದರು. ಉರ್ದು ಭಾಷೆಯಲ್ಲಿ ಬರಹಗಳನ್ನು ಪ್ರಕಟಿಸಿದರು. ಅವರು 1903ರಲ್ಲಿ ಲಿಸ್ಸಾನ್-ಉಲ್-ಸಿದ್ಕ್ ಎಂಬ ಮಾಸಿಕ ಪತ್ರಿಕೆ ಆರಂಭಿಸಿದರು. 'ಅಜಾದ್' ಎಂದರೆ ಸ್ವತಂತ್ರ ಎಂಬ ಅರ್ಥ, ಮುಸ್ಲಿಂ ಲೀಗ್ ನೀತಿಗಳನ್ನು ವಿರೋಧಿಸಿದ ಅವರು ಭಾರತದ ಏಕತೆಗೆ ಶ್ರಮಿಸಿದರು. ಬ್ರಿಟಿಷರು ಅವರ ಪತ್ರಿಕೆಯನ್ನು ನಿಷೇಧಿಸಿದರು. xyxy=(568,1109,740,1319)
newspaper-logo xyxy=(30,3,107,19)
